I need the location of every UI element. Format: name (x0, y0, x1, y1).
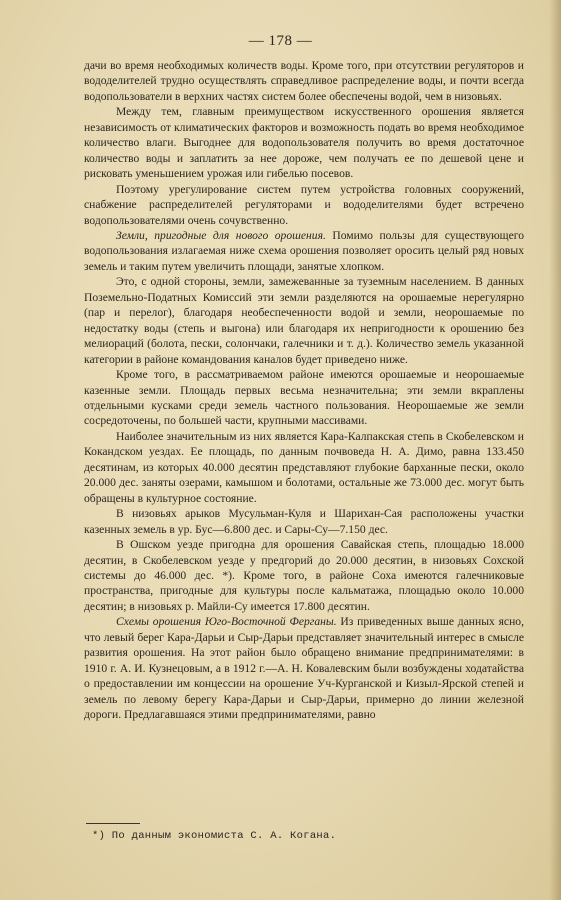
footnote: *) По данным экономиста С. А. Когана. (92, 830, 337, 842)
paragraph-10-text: Из приведенных выше данных ясно, что левый берег Кара-Дарьи и Сыр-Дарьи представляет значительный интерес в смысле развития орошения. На этот район было обращено внимание предпринимателями: в 1910 г. А. И. Кузнецовым, а в 1912 г.—А. Н. Ковалевским были возбуждены ходатайства о предоставлении им концессии на орошение Уч-Курганской и Кизыл-Ярской степей и земель по левому берегу Кара-Дарьи и Сыр-Дарьи, примерно до линии железной дороги. Предлагавшаяся этими предпринимателями, равно (84, 615, 524, 722)
paragraph-10 (84, 614, 524, 722)
footnote-rule (86, 823, 140, 824)
paragraph-4 (84, 228, 524, 274)
paragraph-4-text: Помимо пользы для существующего водопользования излагаемая ниже схема орошения позволяет оросить целый ряд новых земель и таким путем увеличить площади, занятые хлопком. (84, 228, 524, 273)
section-heading-irrigation-schemes: Схемы орошения Юго-Восточной Ферганы. (116, 615, 337, 629)
paragraph-1: дачи во время необходимых количеств воды. Кроме того, при отсутствии регуляторов и вододелителей трудно осуществлять справедливое распределение воды, и почти всегда водопользователи в верхних частях систем более обеспечены водой, чем в низовьях. (84, 59, 524, 103)
paragraph-2: Между тем, главным преимуществом искусственного орошения является независимость от климатических факторов и возможность подать во время необходимое количество влаги. Выгоднее для водопользователя получить во время достаточное количество воды и заплатить за нее дороже, чем получать ее по дешевой цене и рисковать уменьшением урожая или гибелью посевов. (84, 105, 524, 181)
page-edge-shadow (549, 0, 561, 900)
page-number: — 178 — (248, 33, 313, 49)
paragraph-8: В низовьях арыков Мусульман-Куля и Шарихан-Сая расположены участки казенных земель в ур. Бус—6.800 дес. и Сары-Су—7.150 дес. (84, 507, 524, 536)
section-heading-new-lands: Земли, пригодные для нового орошения. (116, 228, 326, 242)
paragraph-5: Это, с одной стороны, земли, замежеванные за туземным населением. В данных Поземельно-Податных Комиссий эти земли разделяются на орошаемые нерегулярно (пар и перелог), благодаря необеспеченности водой и земли, неорошаемые по недостатку воды (степь и выгона) или благодаря их непригодности к орошению без мелиораций (болота, пески, солончаки, галечники и т. д.). Количество земель указанной категории в районе командования каналов будет приведено ниже. (84, 275, 524, 366)
paragraph-9: В Ошском уезде пригодна для орошения Савайская степь, площадью 18.000 десятин, в Скобелевском уезде у предгорий до 20.000 десятин, в низовьях Сохской системы до 46.000 дес. *). Кроме того, в районе Соха имеются галечниковые пространства, пригодные для культуры после кальматажа, площадью около 10.000 десятин; в низовьях р. Майли-Су имеется 17.800 десятин. (84, 538, 524, 613)
paragraph-6: Кроме того, в рассматриваемом районе имеются орошаемые и неорошаемые казенные земли. Площадь первых весьма незначительна; эти земли вкраплены отдельными кусками среди земель частного пользования. Неорошаемые же земли сосредоточены, по большей части, крупными массивами. (84, 368, 524, 428)
body-text (84, 58, 524, 722)
paragraph-3: Поэтому урегулирование систем путем устройства головных сооружений, снабжение распределителей регуляторами и вододелителями будет встречено водопользователями очень сочувственно. (84, 182, 524, 227)
paragraph-7: Наиболее значительным из них является Кара-Калпакская степь в Скобелевском и Кокандском уездах. Ее площадь, по данным почвоведа Н. А. Димо, равна 133.450 десятинам, из которых 40.000 десятин представляют глубокие барханные пески, около 20.000 дес. заняты озерами, камышом и болотами, остальные же 73.000 дес. могут быть обращены в культурное состояние. (84, 429, 524, 505)
